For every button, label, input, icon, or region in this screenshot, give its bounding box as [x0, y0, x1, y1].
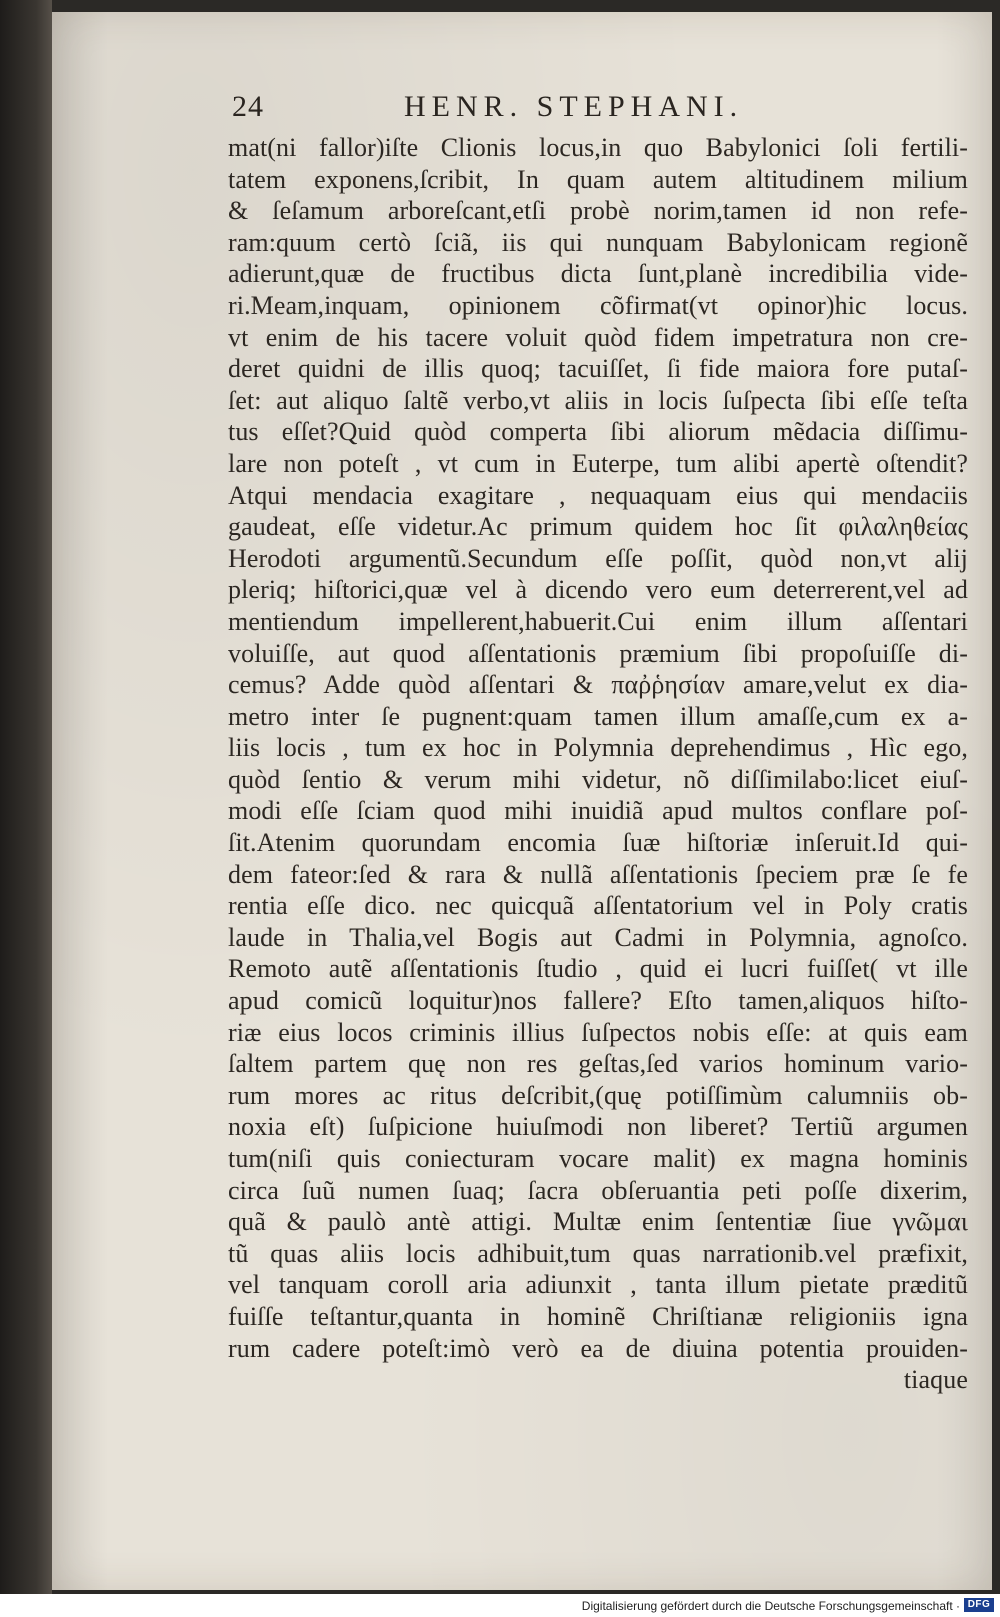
running-title: HENR. STEPHANI.	[404, 90, 744, 123]
text-line: tũ quas aliis locis adhibuit,tum quas narrationib.vel præfixit,	[228, 1238, 968, 1268]
text-line: metro inter ſe pugnent:quam tamen illum amaſſe,cum ex a-	[228, 701, 968, 731]
text-line: quã & paulò antè attigi. Multæ enim ſententiæ ſiue γνῶμαι	[228, 1207, 968, 1237]
text-line: deret quidni de illis quoq; tacuiſſet, ſi fide maiora fore putaſ-	[228, 354, 968, 384]
text-line: adierunt,quæ de fructibus dicta ſunt,planè incredibilia vide-	[228, 259, 968, 289]
text-line: circa ſuũ numen ſuaq; ſacra obſeruantia peti poſſe dixerim,	[228, 1175, 968, 1205]
text-line: vel tanquam coroll aria adiunxit , tanta illum pietate præditũ	[228, 1270, 968, 1300]
text-line: ram:quum certò ſciã, iis qui nunquam Babylonicam regionẽ	[228, 227, 968, 257]
text-line: ri.Meam,inquam, opinionem cõfirmat(vt opinor)hic locus.	[228, 290, 968, 320]
text-line: tiaque	[903, 1365, 968, 1395]
book-gutter-edge	[0, 0, 52, 1594]
text-line: & ſeſamum arboreſcant,etſi probè norim,tamen id non refe-	[228, 196, 968, 226]
text-line: voluiſſe, aut quod aſſentationis præmium ſibi propoſuiſſe di-	[228, 638, 968, 668]
text-line: riæ eius locos criminis illius ſuſpectos nobis eſſe: at quis eam	[228, 1017, 968, 1047]
text-line: tum(niſi quis coniecturam vocare malit) ex magna hominis	[228, 1144, 968, 1173]
text-line: pleriq; hiſtorici,quæ vel à dicendo vero eum deterrerent,vel ad	[228, 575, 968, 605]
text-line: ſaltem partem quę non res geſtas,ſed varios hominum vario-	[228, 1049, 968, 1079]
running-head	[232, 90, 792, 130]
text-line: Atqui mendacia exagitare , nequaquam eius qui mendaciis	[228, 480, 968, 510]
text-line: ſet: aut aliquo ſaltẽ verbo,vt aliis in locis ſuſpecta ſibi eſſe teſta	[228, 385, 968, 415]
text-line: dem fateor:ſed & rara & nullã aſſentationis ſpeciem præ ſe fe	[228, 859, 968, 889]
text-line: quòd ſentio & verum mihi videtur, nõ diſſimilabo:licet eiuſ-	[228, 764, 968, 794]
funding-credit: Digitalisierung gefördert durch die Deutsche Forschungsgemeinschaft ·	[581, 1599, 960, 1613]
text-line: liis locis , tum ex hoc in Polymnia deprehendimus , Hìc ego,	[228, 733, 968, 763]
text-line: vt enim de his tacere voluit quòd fidem impetratura non cre-	[228, 322, 968, 352]
text-line: apud comicũ loquitur)nos fallere? Eſto tamen,aliquos hiſto-	[228, 986, 968, 1016]
text-line: ſit.Atenim quorundam encomia ſuæ hiſtoriæ inſeruit.Id qui-	[228, 828, 968, 858]
text-line: rum cadere poteſt:imò verò ea de diuina potentia prouiden-	[228, 1333, 968, 1363]
text-line: cemus? Adde quòd aſſentari & παῤῥησίαν amare,velut ex dia-	[228, 670, 968, 700]
footer-bar	[0, 1594, 1000, 1617]
text-line: rentia eſſe dico. nec quicquã aſſentatorium vel in Poly cratis	[228, 891, 968, 921]
body-text	[228, 132, 968, 1396]
text-line: Remoto autẽ aſſentationis ſtudio , quid ei lucri fuiſſet( vt ille	[228, 954, 968, 984]
text-line: rum mores ac ritus deſcribit,(quę potiſſimùm calumniis ob-	[228, 1080, 968, 1110]
book-page	[52, 12, 992, 1590]
text-line: modi eſſe ſciam quod mihi inuidiã apud multos conflare poſ-	[228, 796, 968, 826]
text-line: mentiendum impellerent,habuerit.Cui enim illum aſſentari	[228, 606, 968, 636]
text-line: gaudeat, eſſe videtur.Ac primum quidem hoc ſit φιλαληθείας	[228, 512, 968, 542]
text-line: laude in Thalia,vel Bogis aut Cadmi in Polymnia, agnoſco.	[228, 922, 968, 952]
dfg-logo[interactable]: DFG	[964, 1598, 994, 1612]
text-line: tatem exponens,ſcribit, In quam autem altitudinem milium	[228, 164, 968, 194]
text-line: tus eſſet?Quid quòd comperta ſibi aliorum mẽdacia diſſimu-	[228, 417, 968, 447]
text-line: noxia eſt) ſuſpicione huiuſmodi non liberet? Tertiũ argumen	[228, 1112, 968, 1142]
page-number: 24	[232, 90, 264, 123]
text-line: mat(ni fallor)iſte Clionis locus,in quo Babylonici ſoli fertili-	[228, 133, 968, 162]
text-line: lare non poteſt , vt cum in Euterpe, tum alibi apertè oſtendit?	[228, 448, 968, 478]
text-line: Herodoti argumentũ.Secundum eſſe poſſit, quòd non,vt alij	[228, 543, 968, 573]
text-line: fuiſſe teſtantur,quanta in hominẽ Chriſtianæ religioniis igna	[228, 1301, 968, 1331]
